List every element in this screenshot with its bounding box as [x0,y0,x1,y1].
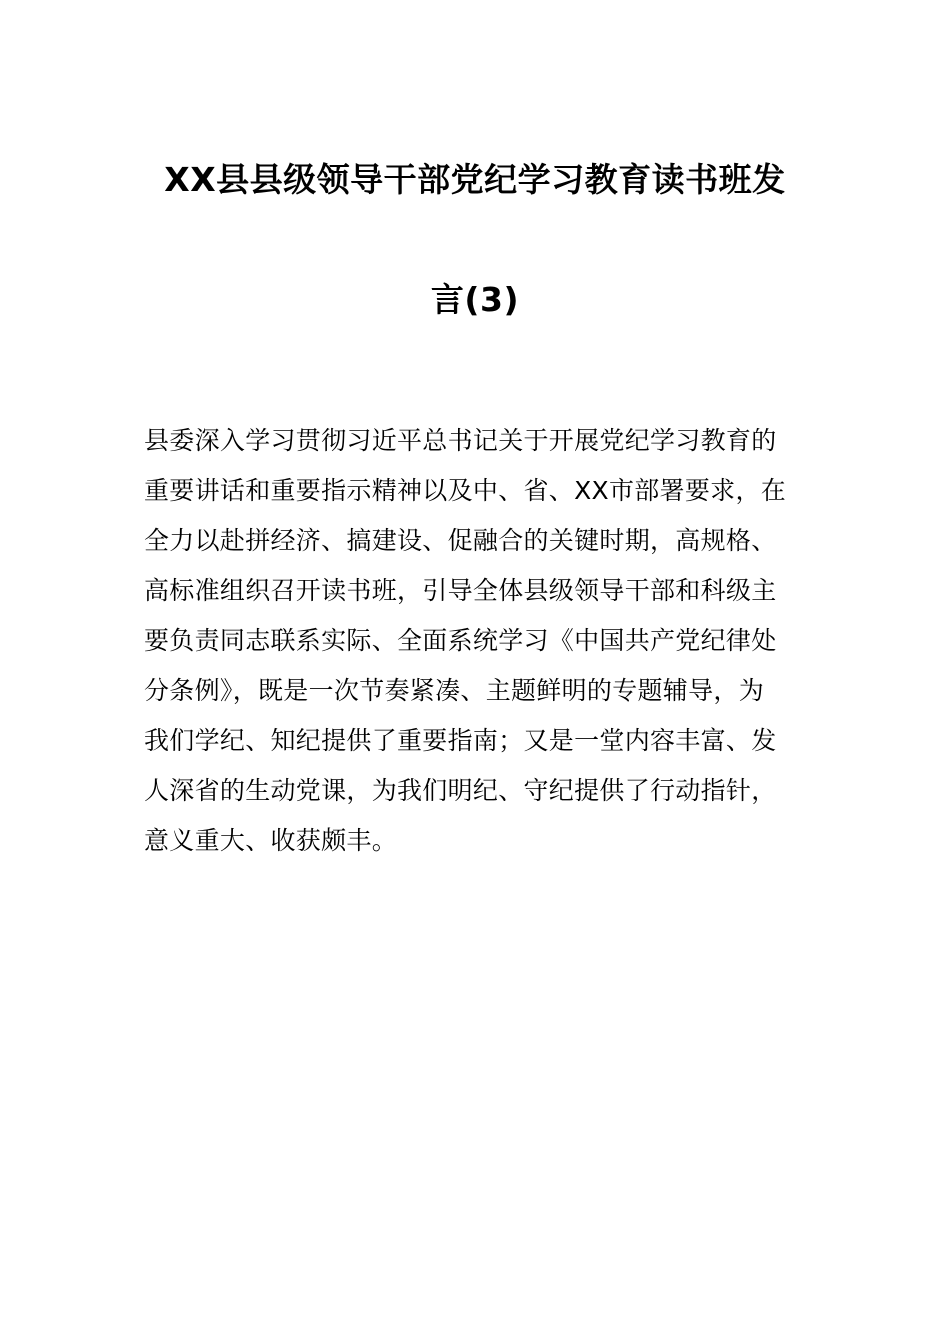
document-title-line-1: XX县县级领导干部党纪学习教育读书班发 [164,160,786,199]
body-line: 我们学纪、知纪提供了重要指南；又是一堂内容丰富、发 [144,726,777,755]
body-line: 意义重大、收获颇丰。 [144,826,398,855]
body-line: 人深省的生动党课，为我们明纪、守纪提供了行动指针， [144,776,777,805]
body-line: 要负责同志联系实际、全面系统学习《中国共产党纪律处 [144,626,777,655]
body-line: 县委深入学习贯彻习近平总书记关于开展党纪学习教育的 [144,426,777,455]
body-line: 分条例》，既是一次节奏紧凑、主题鲜明的专题辅导，为 [144,676,765,705]
body-line: 重要讲话和重要指示精神以及中、省、XX市部署要求，在 [144,476,787,505]
body-line: 全力以赴拼经济、搞建设、促融合的关键时期，高规格、 [144,526,777,555]
document-title-line-2: 言(3) [430,280,520,319]
document-body-paragraph [144,416,809,866]
body-line: 高标准组织召开读书班，引导全体县级领导干部和科级主 [144,576,777,605]
